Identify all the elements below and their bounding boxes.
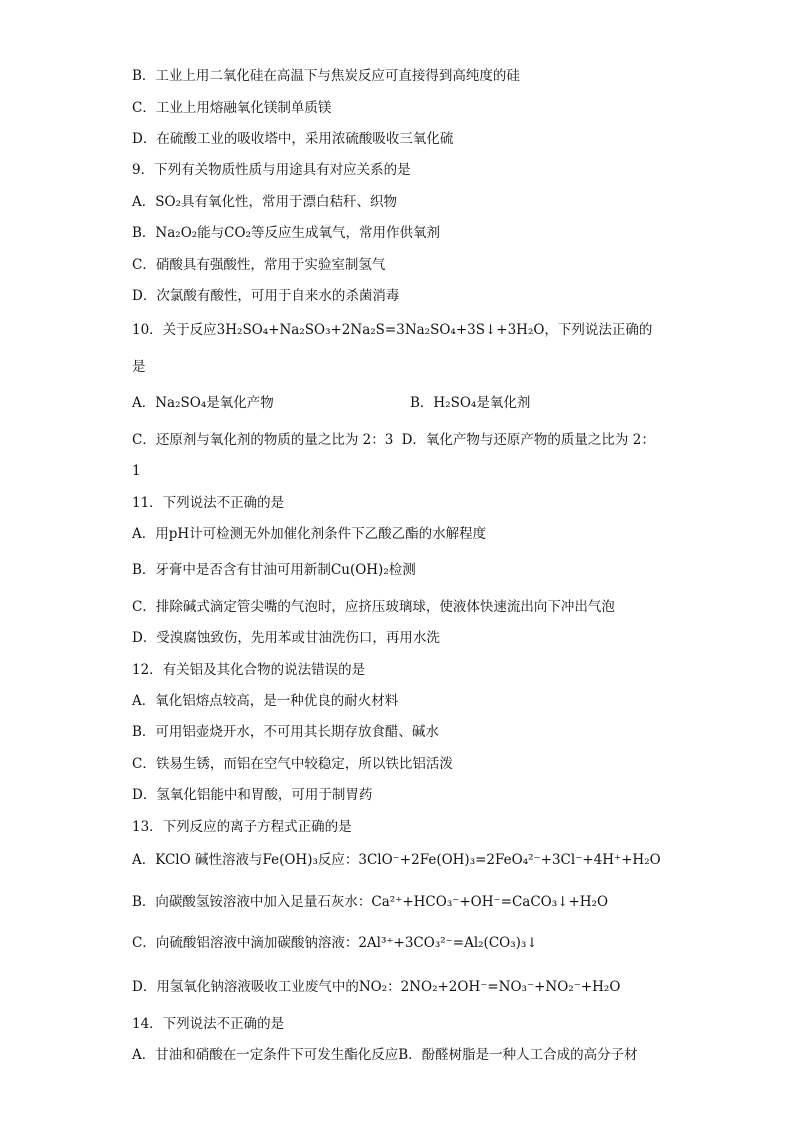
question-14: 14．下列说法不正确的是 (132, 1016, 285, 1032)
question-9-option-c: C．硝酸具有强酸性，常用于实验室制氢气 (132, 257, 386, 273)
question-13-option-a: A．KClO 碱性溶液与Fe(OH)₃反应：3ClO⁻+2Fe(OH)₃=2FeO₄²⁻+3Cl⁻+4H⁺+H₂O (132, 852, 661, 868)
question-10-row-ab (132, 393, 531, 413)
question-10-cont: 是 (132, 359, 146, 375)
question-10: 10．关于反应3H₂SO₄+Na₂SO₃+2Na₂S=3Na₂SO₄+3S↓+3H₂O，下列说法正确的 (132, 322, 653, 338)
question-9-option-d: D．次氯酸有酸性，可用于自来水的杀菌消毒 (132, 288, 400, 304)
question-11-option-d: D．受溴腐蚀致伤，先用苯或甘油洗伤口，再用水洗 (132, 630, 440, 646)
question-13: 13．下列反应的离子方程式正确的是 (132, 819, 352, 835)
question-10-option-d-cont: 1 (132, 463, 141, 479)
question-11-option-b: B．牙膏中是否含有甘油可用新制Cu(OH)₂检测 (132, 562, 416, 578)
question-12-option-c: C．铁易生锈，而铝在空气中较稳定，所以铁比铝活泼 (132, 756, 453, 772)
question-9-option-b: B．Na₂O₂能与CO₂等反应生成氧气，常用作供氧剂 (132, 225, 440, 241)
question-10-option-a: A．Na₂SO₄是氧化产物 (132, 395, 274, 411)
question-12-option-b: B．可用铝壶烧开水，不可用其长期存放食醋、碱水 (132, 724, 439, 740)
option-c-line: C．工业上用熔融氧化镁制单质镁 (132, 100, 332, 116)
question-13-option-c: C．向硫酸铝溶液中滴加碳酸钠溶液：2Al³⁺+3CO₃²⁻=Al₂(CO₃)₃↓ (132, 935, 538, 951)
question-11-option-c: C．排除碱式滴定管尖嘴的气泡时，应挤压玻璃球，使液体快速流出向下冲出气泡 (132, 599, 615, 615)
question-9-option-a: A．SO₂具有氧化性，常用于漂白秸秆、织物 (132, 194, 397, 210)
question-10-row-cd (132, 430, 655, 450)
option-b-line: B．工业上用二氧化硅在高温下与焦炭反应可直接得到高纯度的硅 (132, 68, 520, 84)
question-13-option-b: B．向碳酸氢铵溶液中加入足量石灰水：Ca²⁺+HCO₃⁻+OH⁻=CaCO₃↓+H₂O (132, 894, 609, 910)
question-10-option-c: C．还原剂与氧化剂的物质的量之比为 2：3 (132, 432, 394, 448)
question-11: 11．下列说法不正确的是 (132, 495, 285, 511)
question-10-option-d: D．氧化产物与还原产物的质量之比为 2： (401, 432, 655, 448)
option-d-line: D．在硫酸工业的吸收塔中，采用浓硫酸吸收三氧化硫 (132, 131, 454, 147)
question-12-option-d: D．氢氧化铝能中和胃酸，可用于制胃药 (132, 787, 373, 803)
question-14-option-a: A．甘油和硝酸在一定条件下可发生酯化反应B．酚醛树脂是一种人工合成的高分子材 (132, 1047, 638, 1063)
question-12: 12．有关铝及其化合物的说法错误的是 (132, 662, 366, 678)
question-9: 9．下列有关物质性质与用途具有对应关系的是 (132, 162, 411, 178)
question-11-option-a: A．用pH计可检测无外加催化剂条件下乙酸乙酯的水解程度 (132, 526, 487, 542)
question-10-option-b: B．H₂SO₄是氧化剂 (410, 395, 531, 411)
question-13-option-d: D．用氢氧化钠溶液吸收工业废气中的NO₂：2NO₂+2OH⁻=NO₃⁻+NO₂⁻+H₂O (132, 979, 621, 995)
question-12-option-a: A．氧化铝熔点较高，是一种优良的耐火材料 (132, 693, 399, 709)
